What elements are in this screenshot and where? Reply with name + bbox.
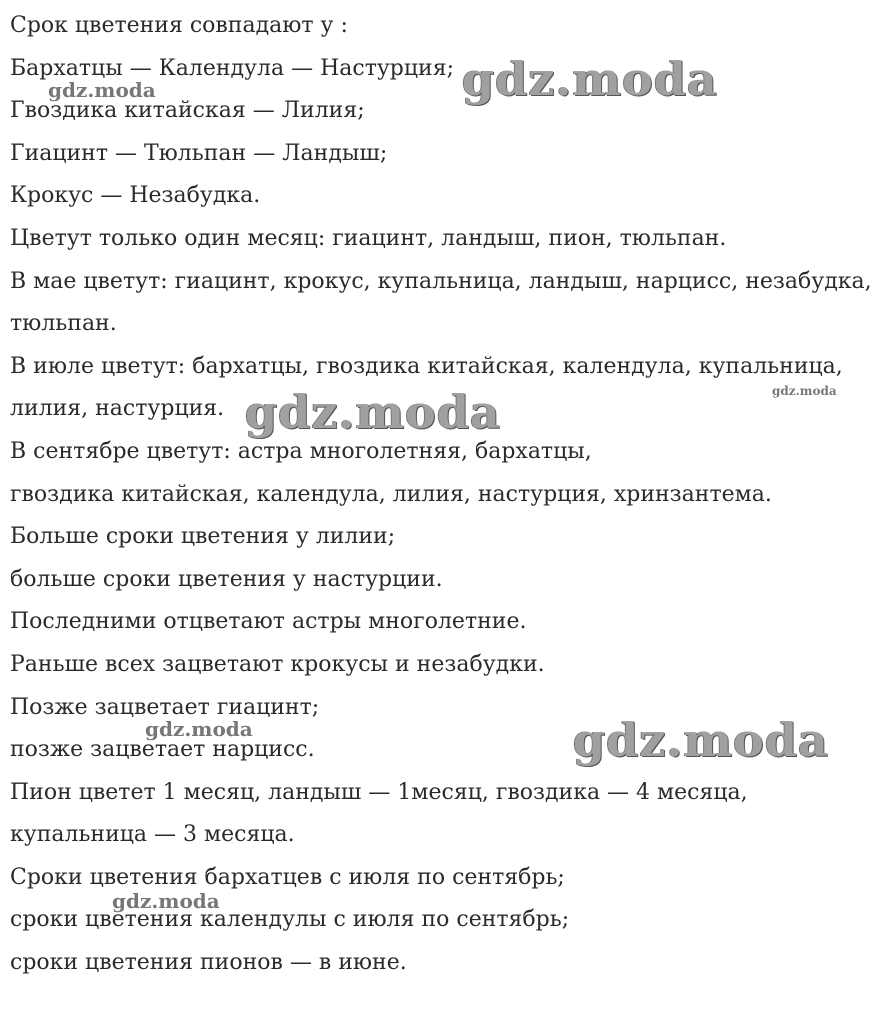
watermark-logo: gdz.moda	[573, 713, 829, 767]
text-line: Бархатцы — Календула — Настурция;	[10, 55, 454, 81]
text-line: Крокус — Незабудка.	[10, 183, 261, 209]
text-line: Пион цветет 1 месяц, ландыш — 1месяц, гвоздика — 4 месяца,	[10, 779, 748, 805]
watermark-logo: gdz.moda	[48, 78, 156, 102]
text-line: Позже зацветает гиацинт;	[10, 694, 320, 720]
text-line: больше сроки цветения у настурции.	[10, 566, 443, 592]
text-line: Сроки цветения бархатцев с июля по сентябрь;	[10, 864, 565, 890]
watermark-logo: gdz.moda	[462, 52, 718, 106]
text-line: Цветут только один месяц: гиацинт, ландыш, пион, тюльпан.	[10, 225, 727, 251]
watermark-logo: gdz.moda	[245, 385, 501, 439]
text-line: В мае цветут: гиацинт, крокус, купальница, ландыш, нарцисс, незабудка,	[10, 268, 872, 294]
text-line: гвоздика китайская, календула, лилия, настурция, хринзантема.	[10, 481, 772, 507]
watermark-logo: gdz.moda	[772, 384, 837, 398]
text-line: Раньше всех зацветают крокусы и незабудки.	[10, 651, 545, 677]
text-line: Гвоздика китайская — Лилия;	[10, 98, 365, 124]
watermark-logo: gdz.moda	[145, 717, 253, 741]
text-line: тюльпан.	[10, 311, 117, 337]
text-line: В июле цветут: бархатцы, гвоздика китайская, календула, купальница,	[10, 353, 843, 379]
text-line: сроки цветения календулы с июля по сентябрь;	[10, 907, 570, 933]
text-line: Последними отцветают астры многолетние.	[10, 609, 527, 635]
text-line: Срок цветения совпадают у :	[10, 13, 348, 38]
text-line: купальница — 3 месяца.	[10, 822, 295, 848]
text-line: лилия, настурция.	[10, 396, 225, 422]
watermark-logo: gdz.moda	[112, 889, 220, 913]
text-line: Больше сроки цветения у лилии;	[10, 524, 396, 550]
document-body	[10, 5, 880, 985]
text-line: Гиацинт — Тюльпан — Ландыш;	[10, 140, 388, 166]
text-line: сроки цветения пионов — в июне.	[10, 950, 407, 976]
text-line: позже зацветает нарцисс.	[10, 737, 315, 763]
text-line: В сентябре цветут: астра многолетняя, бархатцы,	[10, 438, 592, 464]
